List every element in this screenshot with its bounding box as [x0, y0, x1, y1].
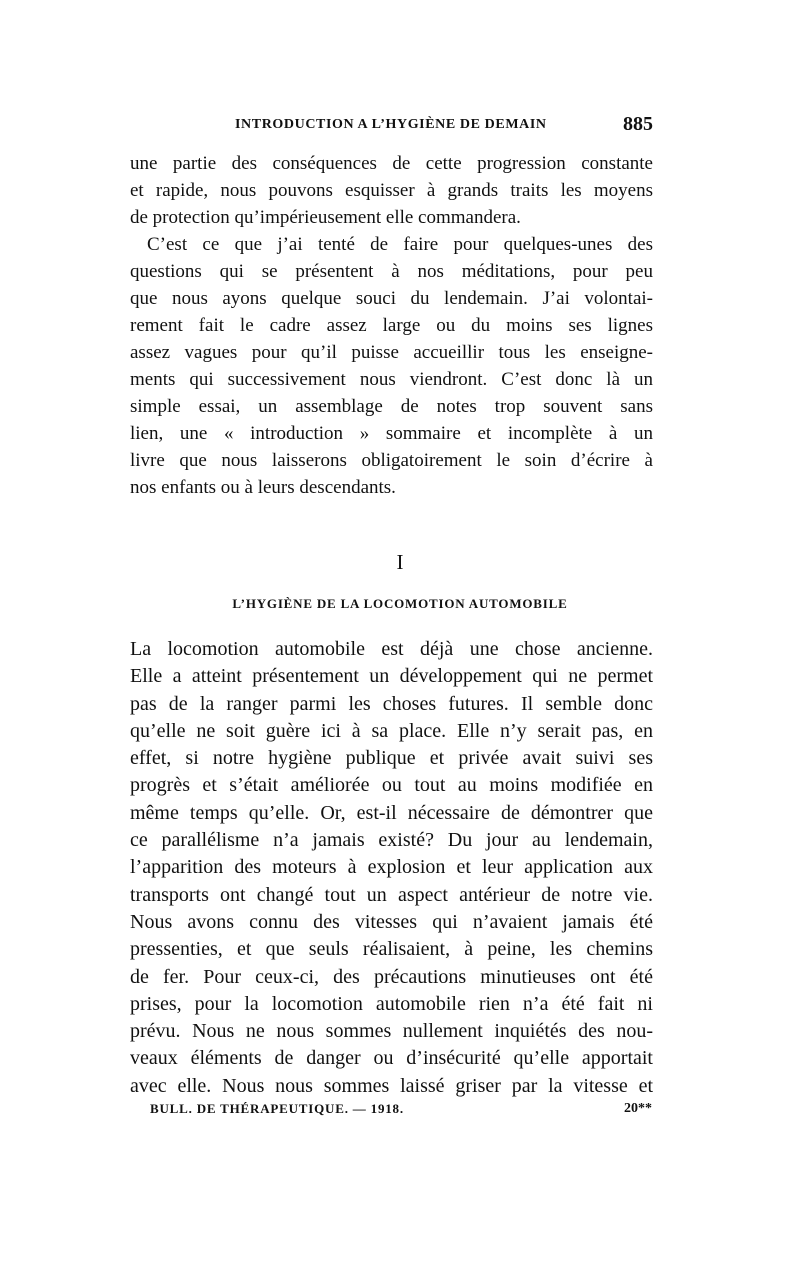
text-line: pressenties, et que seuls réalisaient, à peine, les chemins: [130, 938, 653, 961]
text-line: qu’elle ne soit guère ici à sa place. Elle n’y serait pas, en: [130, 719, 653, 742]
text-line: progrès et s’était améliorée ou tout au moins modifiée en: [130, 774, 653, 797]
section-title: L’HYGIÈNE DE LA LOCOMOTION AUTOMOBILE: [232, 596, 568, 611]
text-line: pas de la ranger parmi les choses futures. Il semble donc: [130, 692, 653, 715]
text-line: ce parallélisme n’a jamais existé? Du jour au lendemain,: [130, 829, 653, 852]
text-line: lien, une « introduction » sommaire et incomplète à un: [130, 423, 653, 444]
text-line: l’apparition des moteurs à explosion et leur application aux: [130, 856, 653, 879]
section-paragraph: [130, 636, 653, 1100]
text-line: questions qui se présentent à nos méditations, pour peu: [130, 261, 653, 282]
text-line: livre que nous laisserons obligatoirement le soin d’écrire à: [130, 450, 653, 471]
text-line: C’est ce que j’ai tenté de faire pour quelques-unes des: [147, 234, 653, 255]
text-line: transports ont changé tout un aspect antérieur de notre vie.: [130, 883, 653, 906]
text-line: même temps qu’elle. Or, est-il nécessaire de démontrer que: [130, 801, 653, 824]
text-line: Nous avons connu des vitesses qui n’avaient jamais été: [130, 910, 653, 933]
text-line: que nous ayons quelque souci du lendemain. J’ai volontai-: [130, 288, 653, 309]
text-line: avec elle. Nous nous sommes laissé griser par la vitesse et: [130, 1074, 653, 1097]
text-line: simple essai, un assemblage de notes trop souvent sans: [130, 396, 653, 417]
footer-journal: BULL. DE THÉRAPEUTIQUE. — 1918.: [150, 1101, 404, 1116]
footer-signature: 20**: [624, 1101, 652, 1116]
page-number: 885: [623, 113, 653, 135]
text-line: de fer. Pour ceux-ci, des précautions minutieuses ont été: [130, 965, 653, 988]
text-line: La locomotion automobile est déjà une chose ancienne.: [130, 638, 653, 660]
text-line: effet, si notre hygiène publique et privée avait suivi ses: [130, 747, 653, 770]
text-line: prévu. Nous ne nous sommes nullement inquiétés des nou-: [130, 1020, 653, 1043]
text-line: de protection qu’impérieusement elle commandera.: [130, 207, 521, 228]
text-line: une partie des conséquences de cette progression constante: [130, 153, 653, 174]
section-numeral: I: [396, 550, 404, 574]
text-line: veaux éléments de danger ou d’insécurité qu’elle apportait: [130, 1047, 653, 1070]
intro-paragraph: [130, 150, 653, 501]
text-line: Elle a atteint présentement un développement qui ne permet: [130, 665, 653, 688]
running-title: INTRODUCTION A L’HYGIÈNE DE DEMAIN: [235, 117, 547, 132]
text-line: nos enfants ou à leurs descendants.: [130, 477, 396, 498]
text-line: ments qui successivement nous viendront. C’est donc là un: [130, 369, 653, 390]
text-line: et rapide, nous pouvons esquisser à grands traits les moyens: [130, 180, 653, 201]
text-line: prises, pour la locomotion automobile rien n’a été fait ni: [130, 992, 653, 1015]
text-line: assez vagues pour qu’il puisse accueillir tous les enseigne-: [130, 342, 653, 363]
running-head: [130, 115, 653, 141]
text-line: rement fait le cadre assez large ou du moins ses lignes: [130, 315, 653, 336]
